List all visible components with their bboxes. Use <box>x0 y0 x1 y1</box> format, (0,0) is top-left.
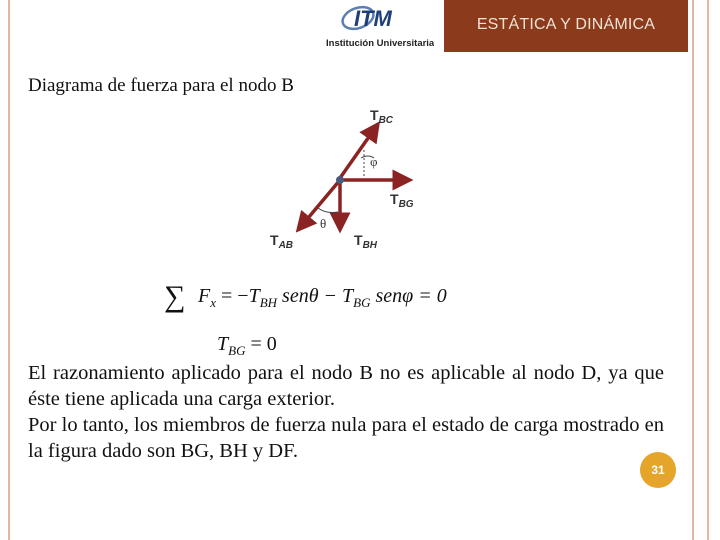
arrow-tab <box>298 180 340 230</box>
paragraph-line-1: El razonamiento aplicado para el nodo B no es aplicable al nodo D, ya que éste tiene aplicada una carga exterior. <box>28 362 664 410</box>
svg-text:TBC: $T_{BC}$ <box>370 107 394 126</box>
label-tab: T <box>270 232 279 248</box>
explanation-paragraph <box>28 360 664 464</box>
svg-text:Fx = −TBH senθ − TBG senφ = 0: $F_x = -T_{BH}$ $sen\theta - T_{BG}$ senφ = 0 <box>198 285 447 310</box>
label-phi: φ <box>370 154 378 169</box>
frame-right-line-2 <box>707 0 709 540</box>
sum-symbol: ∑ <box>164 280 186 313</box>
frame-right-line <box>692 0 694 540</box>
frame-left-line <box>8 0 10 540</box>
slide-number-badge: 31 <box>640 452 676 488</box>
header-title: ESTÁTICA Y DINÁMICA <box>476 16 656 33</box>
institution-logo <box>322 0 434 52</box>
node-b <box>336 176 344 184</box>
logo-subtext: Institución Universitaria <box>326 38 434 49</box>
equation-sum-fx <box>160 270 500 316</box>
label-tbh: T <box>354 232 363 248</box>
svg-text:TBG: $T_{BG}$ <box>390 191 414 210</box>
label-theta: θ <box>320 216 327 231</box>
svg-text:TAB: $T_{AB}$ <box>270 232 294 251</box>
force-diagram <box>266 100 436 260</box>
label-tbg: T <box>390 191 399 207</box>
paragraph-line-2: Por lo tanto, los miembros de fuerza nula para el estado de carga mostrado en la figura dado son BG, BH y DF. <box>28 414 664 462</box>
arrow-tbc <box>340 124 378 178</box>
equation-tbg-zero <box>215 326 325 362</box>
label-tbc: T <box>370 107 379 123</box>
svg-text:TBH: $T_{BH}$ <box>354 232 378 251</box>
svg-text:TBG = 0: $T_{BG} = 0$ <box>217 333 277 358</box>
slide-subtitle: Diagrama de fuerza para el nodo B <box>28 75 294 96</box>
logo-itm-text: ITM <box>354 6 392 31</box>
